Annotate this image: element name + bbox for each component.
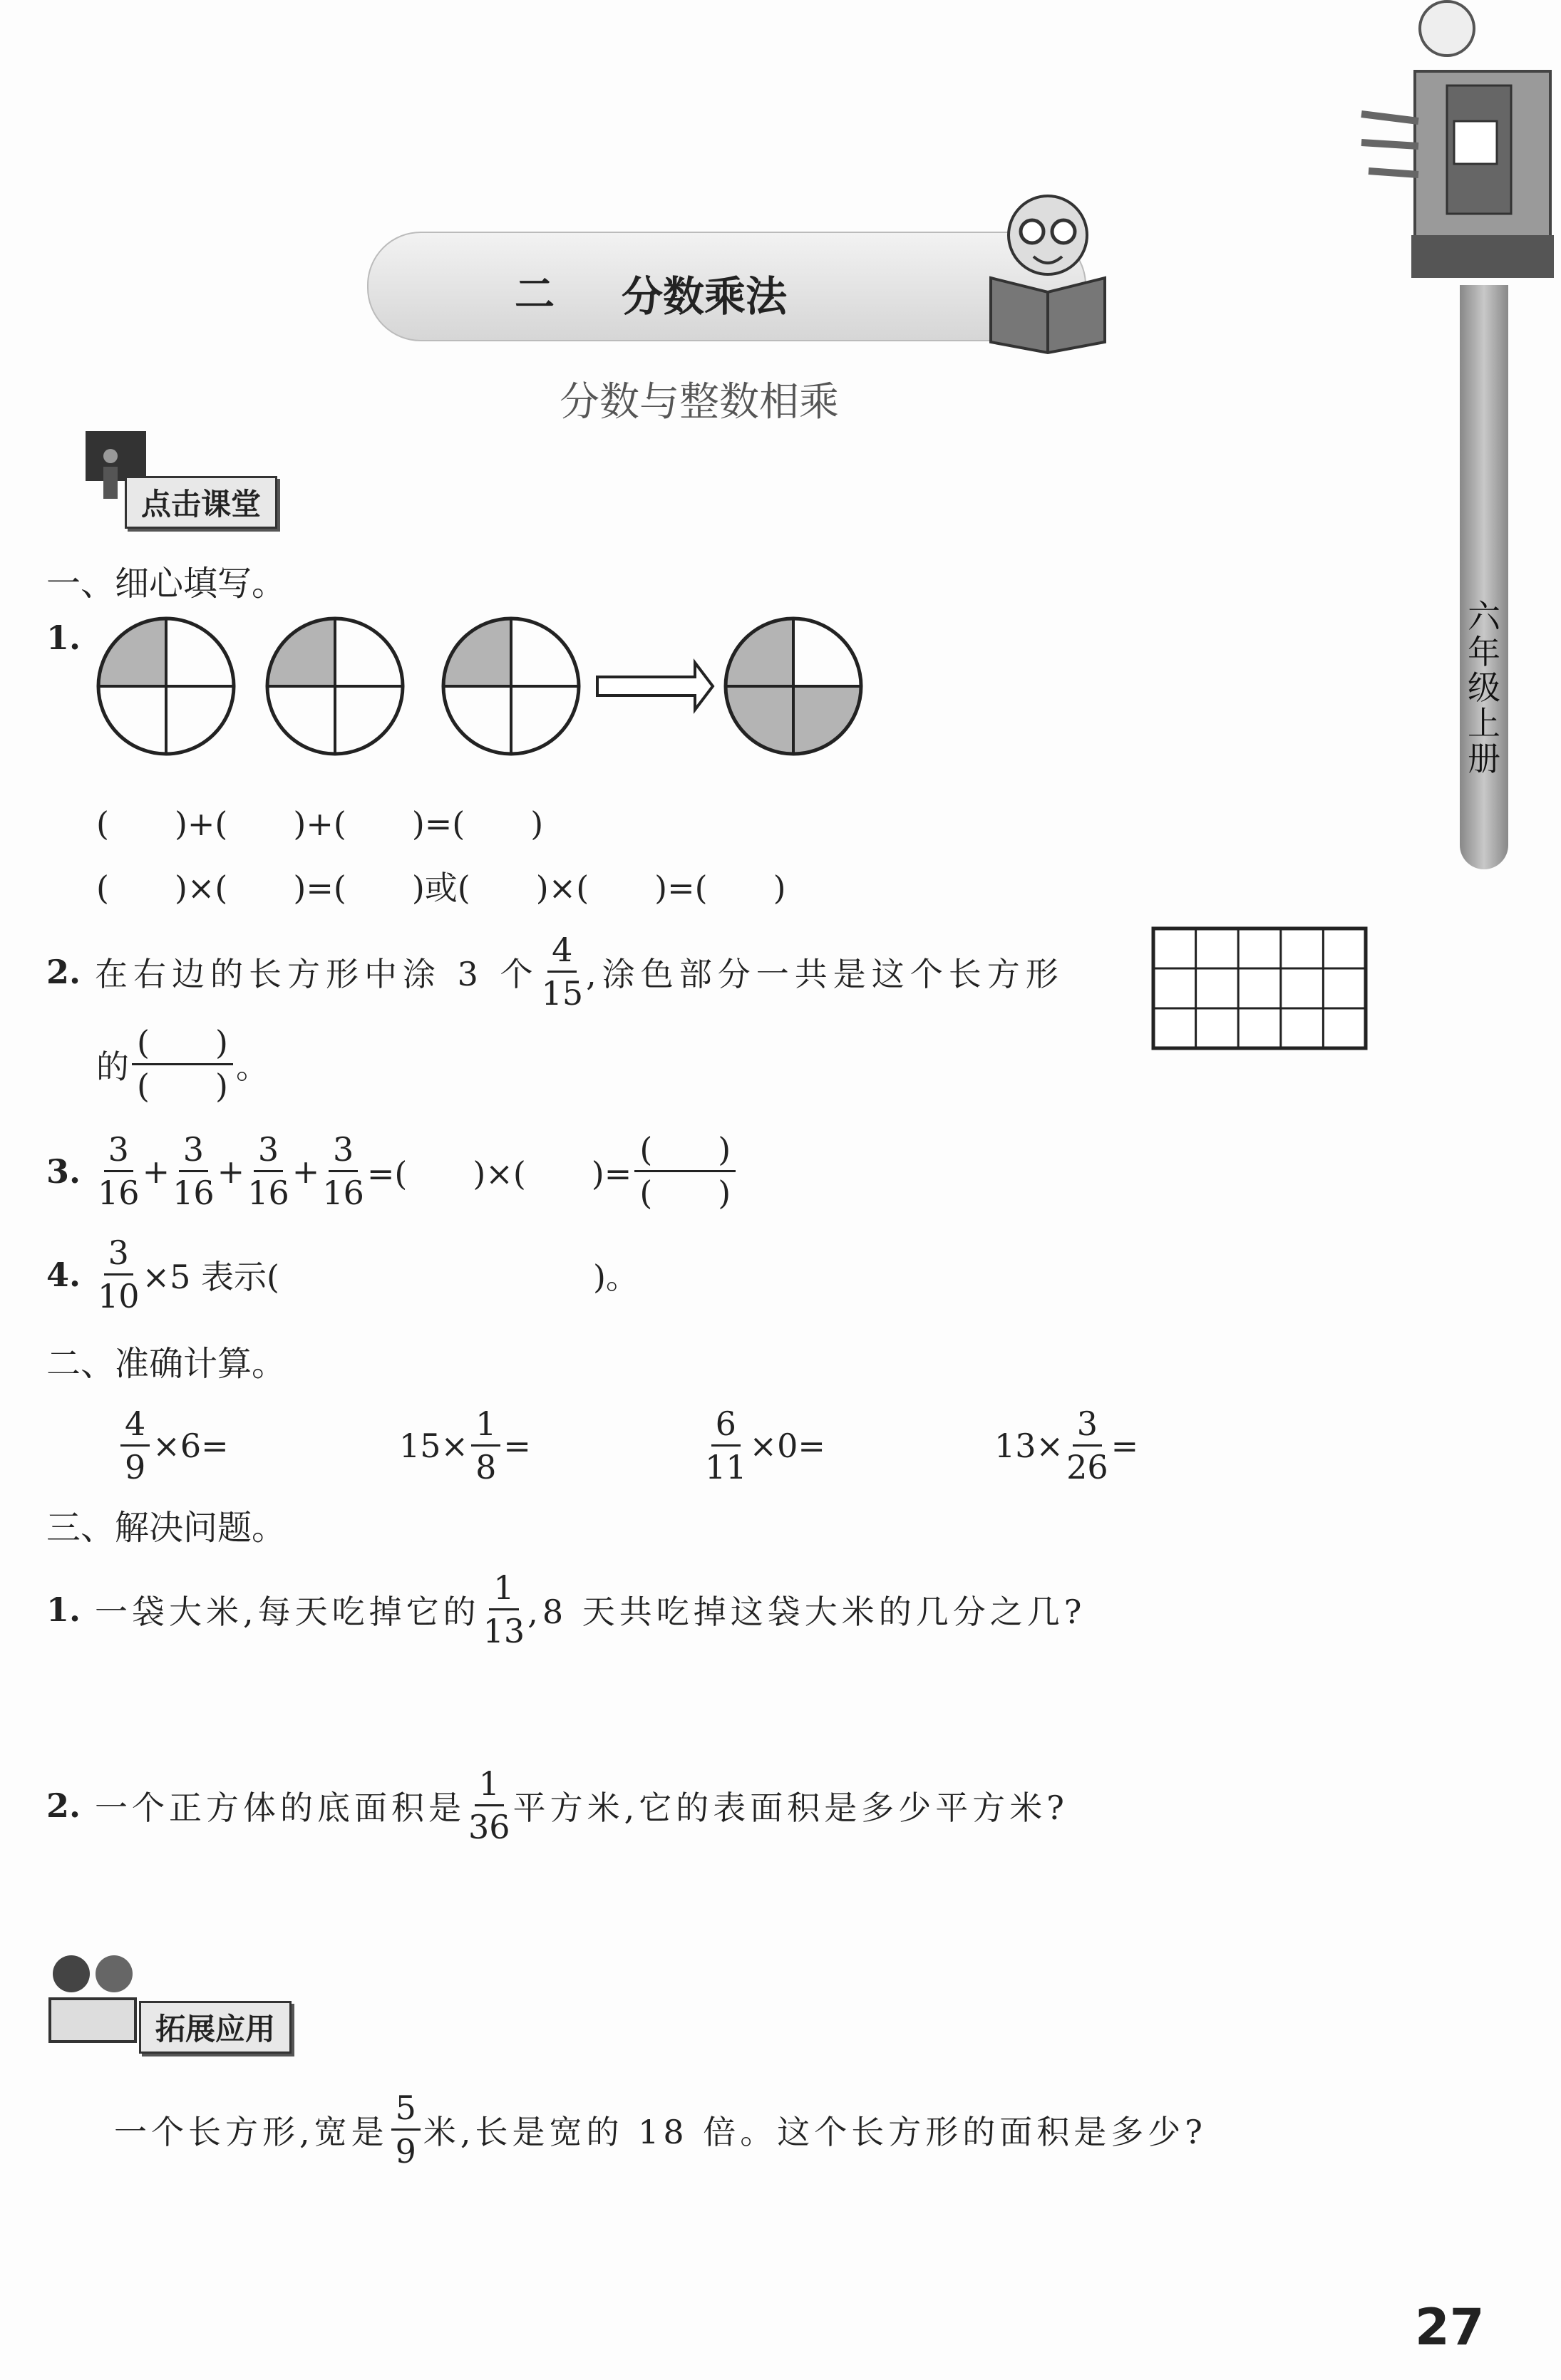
fraction-circles-diagram <box>93 613 877 770</box>
section-2-title: 二、准确计算。 <box>46 1344 287 1384</box>
extend-text-b: 米,长是宽的 18 倍。这个长方形的面积是多少? <box>423 2112 1207 2151</box>
q3-fraction-4 <box>322 1130 364 1212</box>
circle-3 <box>443 619 579 754</box>
extend-question <box>114 2089 1207 2171</box>
page-number: 27 <box>1415 2298 1485 2356</box>
q3-answer-blank[interactable] <box>634 1130 736 1212</box>
q3-f1-den: 16 <box>98 1174 140 1212</box>
q3-f2-den: 16 <box>172 1174 215 1212</box>
calc-3-post: ×0= <box>749 1426 825 1465</box>
calc-4-pre: 13× <box>994 1426 1064 1465</box>
q4-line <box>46 1233 639 1315</box>
q3-equation: =( )×( )= <box>366 1154 632 1193</box>
section-1-title: 一、细心填写。 <box>46 564 287 604</box>
q4-fraction <box>98 1233 140 1315</box>
calc-item-1[interactable] <box>118 1404 229 1486</box>
q2-text-a: 在右边的长方形中涂 3 个 <box>95 954 539 993</box>
calc-1-den: 9 <box>125 1448 146 1486</box>
circle-result <box>726 619 861 754</box>
q2-line-2 <box>96 1023 269 1105</box>
q2-fraction <box>541 931 584 1013</box>
q4-number: 4. <box>46 1255 81 1294</box>
page-subtitle: 分数与整数相乘 <box>560 379 839 425</box>
q3-f2-num: 3 <box>179 1133 208 1172</box>
section-3-title: 三、解决问题。 <box>46 1508 287 1548</box>
s3-q2-den: 36 <box>468 1808 510 1846</box>
side-tab-label: 六年级上册 <box>1468 597 1500 778</box>
calc-3-fraction <box>705 1404 747 1486</box>
q4-frac-num: 3 <box>104 1236 133 1276</box>
mailbox-post-illustration <box>1354 0 1561 342</box>
s3-q1-num: 1 <box>489 1571 518 1610</box>
q3-plus-3: + <box>292 1152 320 1191</box>
calc-1-post: ×6= <box>153 1426 229 1465</box>
s3-q2-number: 2. <box>46 1786 81 1825</box>
q2-text-d: 。 <box>236 1047 269 1086</box>
extend-text-a: 一个长方形,宽是 <box>114 2112 388 2151</box>
q3-fraction-1 <box>98 1130 140 1212</box>
q3-fraction-3 <box>247 1130 289 1212</box>
q3-number: 3. <box>46 1152 81 1191</box>
calc-item-2[interactable] <box>399 1404 531 1486</box>
q3-plus-1: + <box>142 1152 170 1191</box>
reading-mascot-illustration <box>977 185 1119 356</box>
tag-extend: 拓展应用 <box>139 2001 292 2054</box>
calc-2-den: 8 <box>475 1448 497 1486</box>
s3-q1-text-b: ,8 天共吃掉这袋大米的几分之几? <box>527 1592 1086 1631</box>
calc-3-den: 11 <box>705 1448 747 1486</box>
q1-multiplication-line: ( )×( )=( )或( )×( )=( ) <box>96 869 786 907</box>
q3-blank-num: ( ) <box>634 1133 736 1172</box>
q1-addition-line: ( )+( )+( )=( ) <box>96 804 544 843</box>
q3-f4-den: 16 <box>322 1174 364 1212</box>
q3-f4-num: 3 <box>329 1133 358 1172</box>
q2-frac-den: 15 <box>541 974 584 1013</box>
reading-kids-icon <box>39 1949 146 2049</box>
calc-4-den: 26 <box>1066 1448 1108 1486</box>
calc-2-post: = <box>503 1426 531 1465</box>
q3-f3-den: 16 <box>247 1174 289 1212</box>
calc-item-3[interactable] <box>702 1404 825 1486</box>
q2-number: 2. <box>46 952 81 991</box>
q3-fraction-2 <box>172 1130 215 1212</box>
tag-class: 点击课堂 <box>125 476 277 529</box>
circle-1 <box>98 619 234 754</box>
calc-4-post: = <box>1111 1426 1139 1465</box>
s3-q1-fraction <box>483 1568 525 1650</box>
s3-q2-line <box>46 1764 1068 1846</box>
s3-q1-text-a: 一袋大米,每天吃掉它的 <box>95 1592 480 1631</box>
q3-line <box>46 1130 738 1212</box>
calc-item-4[interactable] <box>994 1404 1139 1486</box>
s3-q2-num: 1 <box>475 1767 504 1806</box>
extend-num: 5 <box>391 2091 421 2131</box>
calc-2-fraction <box>471 1404 500 1486</box>
calc-2-num: 1 <box>471 1407 500 1447</box>
calc-1-fraction <box>120 1404 150 1486</box>
q3-f1-num: 3 <box>104 1133 133 1172</box>
q3-f3-num: 3 <box>254 1133 283 1172</box>
circle-2 <box>267 619 403 754</box>
side-tab <box>1460 285 1508 869</box>
calc-4-fraction <box>1066 1404 1108 1486</box>
extend-fraction <box>391 2089 421 2171</box>
s3-q2-fraction <box>468 1764 510 1846</box>
s3-q1-line <box>46 1568 1086 1650</box>
s3-q1-number: 1. <box>46 1590 81 1629</box>
calc-1-num: 4 <box>120 1407 150 1447</box>
q3-blank-den: ( ) <box>639 1174 731 1212</box>
calc-2-pre: 15× <box>399 1426 469 1465</box>
calc-3-num: 6 <box>711 1407 741 1447</box>
q3-plus-2: + <box>217 1152 245 1191</box>
q2-text-c: 的 <box>96 1047 129 1086</box>
q4-close: )。 <box>592 1257 639 1296</box>
rectangle-grid[interactable] <box>1151 926 1369 1051</box>
s3-q2-text-a: 一个正方体的底面积是 <box>95 1788 466 1827</box>
s3-q2-text-b: 平方米,它的表面积是多少平方米? <box>512 1788 1068 1827</box>
extend-den: 9 <box>395 2132 416 2171</box>
q4-text: ×5 表示( <box>142 1257 279 1296</box>
q2-blank-den: ( ) <box>137 1067 228 1105</box>
q4-frac-den: 10 <box>98 1277 140 1315</box>
s3-q1-den: 13 <box>483 1612 525 1650</box>
q2-frac-num: 4 <box>547 933 577 973</box>
q1-number: 1. <box>46 619 81 657</box>
arrow-right-icon <box>597 663 713 710</box>
chapter-number: 二 <box>515 271 555 318</box>
q2-blank-num: ( ) <box>132 1026 233 1065</box>
q2-text-b: ,涂色部分一共是这个长方形 <box>586 954 1064 993</box>
calc-4-num: 3 <box>1073 1407 1102 1447</box>
q2-answer-blank[interactable] <box>132 1023 233 1105</box>
q2-line-1 <box>46 931 1064 1013</box>
chapter-title: 分数乘法 <box>622 272 788 321</box>
